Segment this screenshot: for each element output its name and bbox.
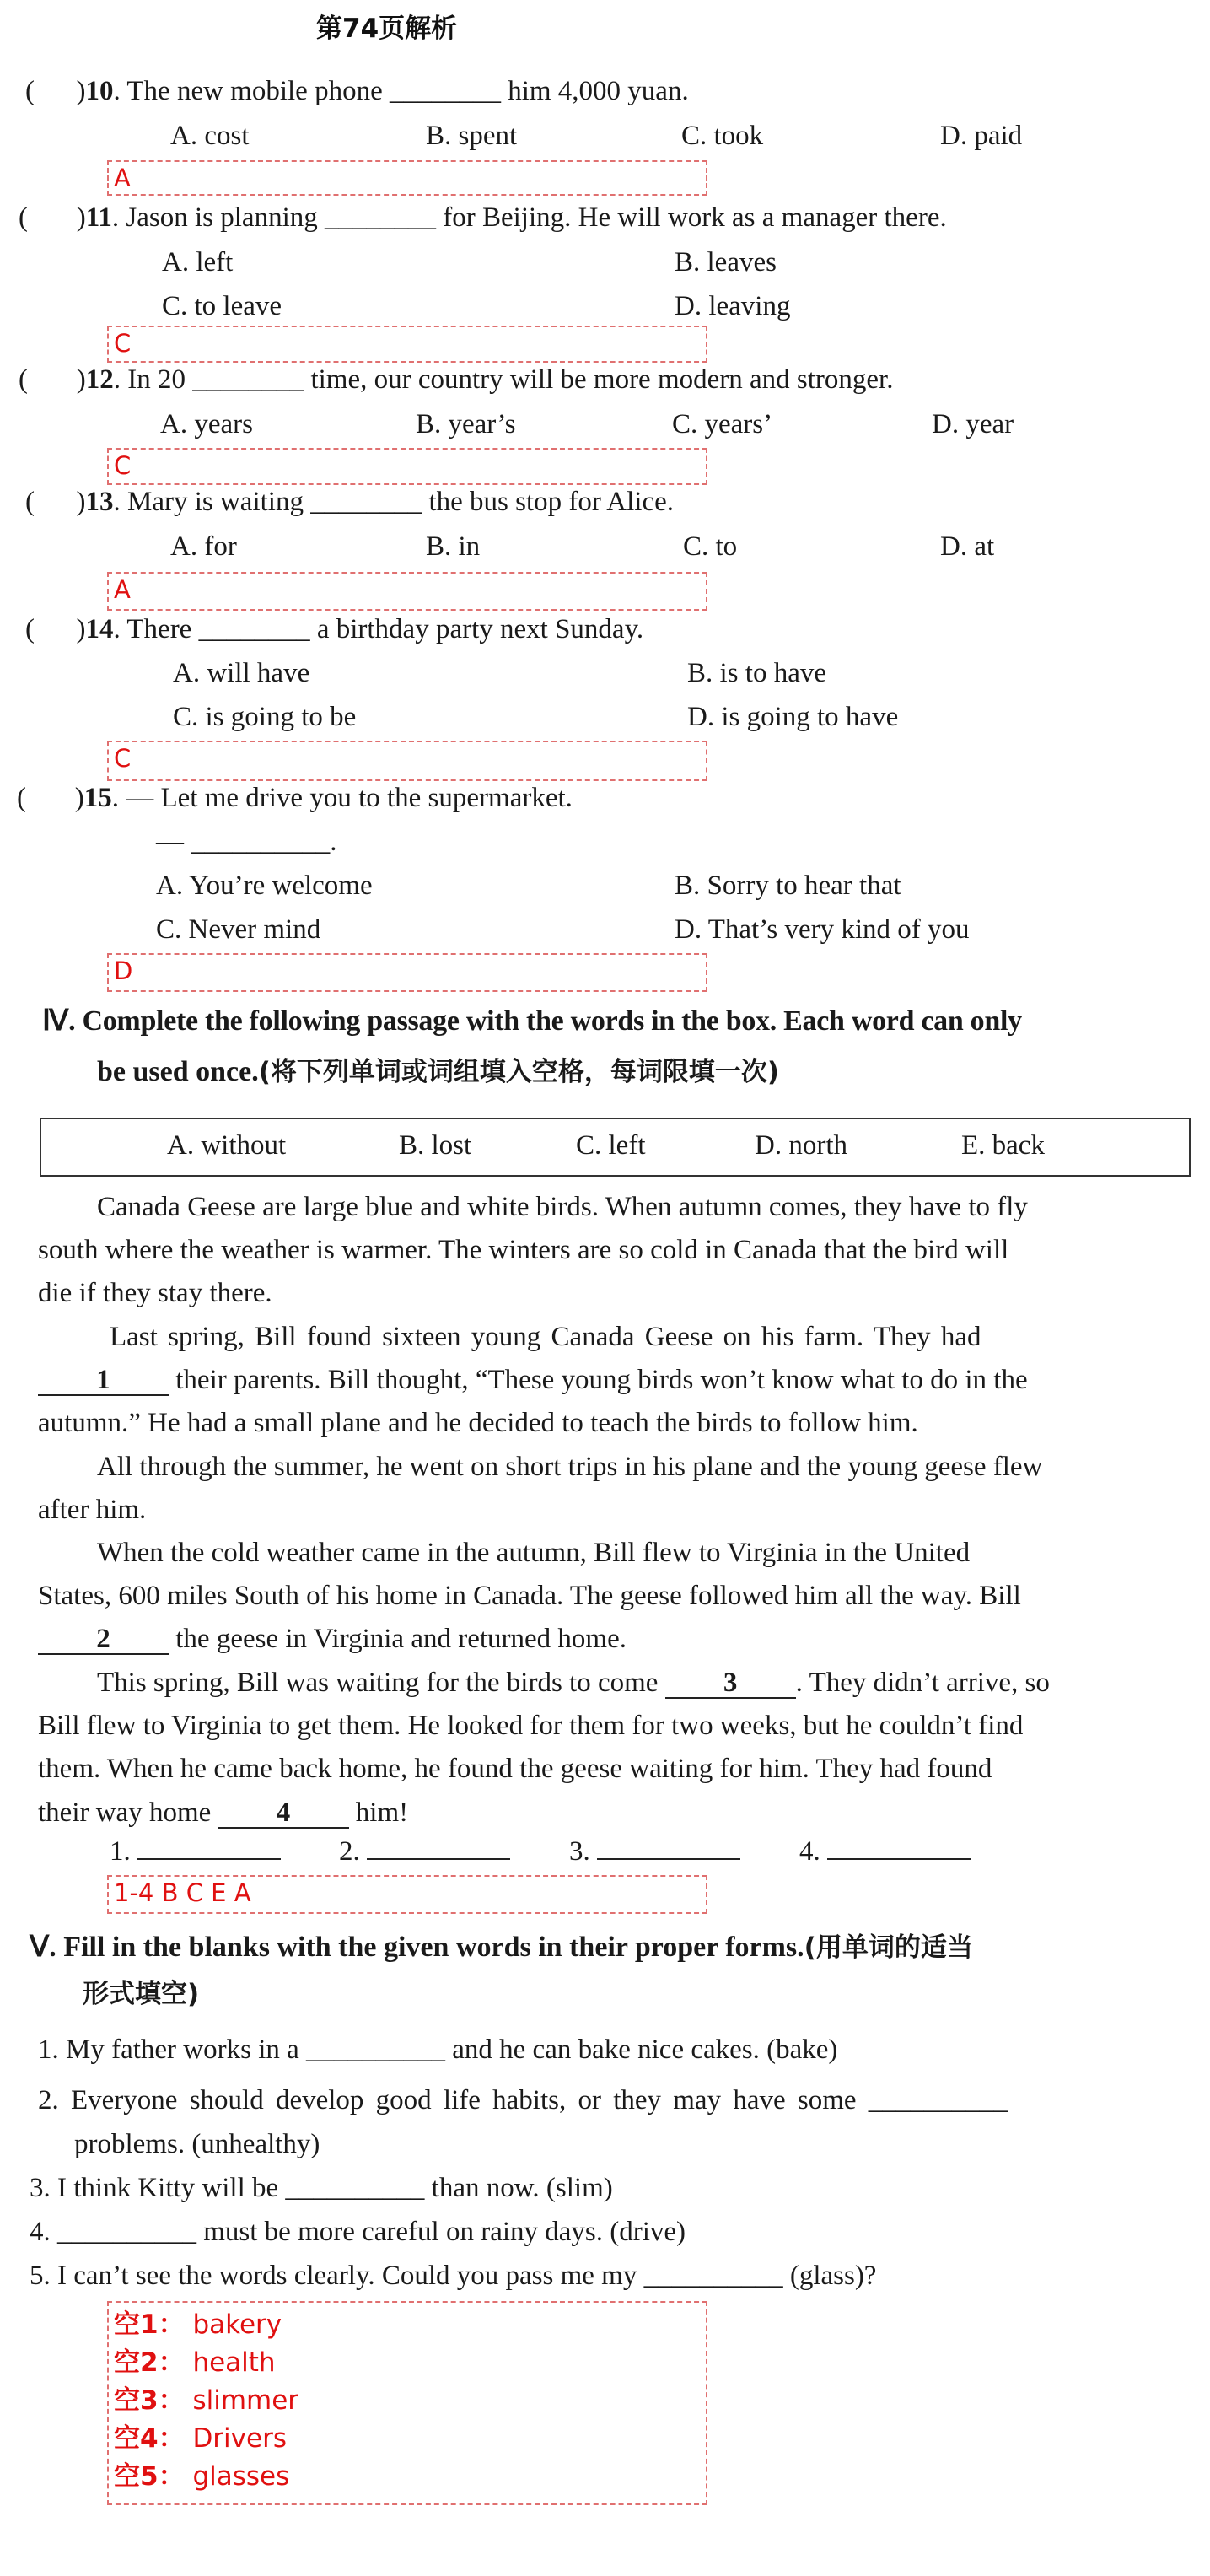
answer-blank: 1. xyxy=(110,1836,281,1867)
option: B. year’s xyxy=(416,409,516,439)
option: D. is going to have xyxy=(687,702,899,732)
answer-line: 空2： health xyxy=(114,2347,276,2378)
option: D. at xyxy=(940,531,995,562)
question-11: ( )11. Jason is planning ________ for Beijing. He will work as a manager there. xyxy=(19,202,947,233)
passage-line: them. When he came back home, he found the geese waiting for him. They had found xyxy=(38,1754,992,1784)
passage-line: 2 the geese in Virginia and returned home. xyxy=(38,1618,627,1661)
box-word: B. lost xyxy=(399,1130,472,1161)
answer-line: 空1： bakery xyxy=(114,2309,282,2340)
option: A. for xyxy=(170,531,237,562)
answer-line: 空5： glasses xyxy=(114,2461,290,2492)
answer-blank: 2. xyxy=(339,1836,510,1867)
option: C. to xyxy=(683,531,738,562)
option: C. took xyxy=(681,121,764,151)
box-word: E. back xyxy=(961,1130,1045,1161)
option: C. Never mind xyxy=(156,914,321,945)
fill-item: 3. I think Kitty will be __________ than now. (slim) xyxy=(30,2173,613,2203)
answer-box: C xyxy=(107,326,707,363)
answer-box: C xyxy=(107,448,707,485)
option: D. That’s very kind of you xyxy=(675,914,970,945)
passage-line: This spring, Bill was waiting for the birds to come 3 . They didn’t arrive, so xyxy=(97,1668,1050,1698)
passage-line: 1 their parents. Bill thought, “These young birds won’t know what to do in the xyxy=(38,1359,1028,1402)
fill-item: 2. Everyone should develop good life habits, or they may have some __________ xyxy=(38,2085,1008,2115)
box-word: D. north xyxy=(755,1130,847,1161)
answer-box: A xyxy=(107,160,707,196)
section-4-title: Ⅳ. Complete the following passage with the words in the box. Each word can only xyxy=(42,1005,1022,1037)
option: A. years xyxy=(160,409,253,439)
option: B. spent xyxy=(426,121,518,151)
option: C. is going to be xyxy=(173,702,357,732)
option: B. leaves xyxy=(675,247,777,278)
fill-item: problems. (unhealthy) xyxy=(74,2129,320,2159)
answer-box-section-5 xyxy=(107,2301,707,2505)
answer-line: 空3： slimmer xyxy=(114,2385,299,2416)
passage-line: die if they stay there. xyxy=(38,1278,272,1308)
option: B. Sorry to hear that xyxy=(675,870,901,901)
passage-line: autumn.” He had a small plane and he decided to teach the birds to follow him. xyxy=(38,1408,918,1438)
answer-box: 1-4 B C E A xyxy=(107,1875,707,1914)
passage-line: States, 600 miles South of his home in Canada. The geese followed him all the way. Bill xyxy=(38,1581,1021,1611)
option: A. will have xyxy=(173,658,310,688)
box-word: A. without xyxy=(167,1130,287,1161)
passage-line: south where the weather is warmer. The winters are so cold in Canada that the bird will xyxy=(38,1235,1009,1265)
answer-box: C xyxy=(107,741,707,781)
passage-line: their way home 4 him! xyxy=(38,1797,409,1828)
question-13: ( )13. Mary is waiting ________ the bus stop for Alice. xyxy=(25,487,674,517)
option: D. paid xyxy=(940,121,1023,151)
answer-line: 空4： Drivers xyxy=(114,2423,287,2454)
section-5-title-2: 形式填空) xyxy=(83,1979,200,2009)
answer-box: A xyxy=(107,572,707,611)
answer-blank: 3. xyxy=(569,1836,740,1867)
passage-line: Bill flew to Virginia to get them. He looked for them for two weeks, but he couldn’t find xyxy=(38,1711,1024,1741)
answer-box: D xyxy=(107,953,707,992)
option: C. years’ xyxy=(672,409,773,439)
option: A. cost xyxy=(170,121,250,151)
fill-item: 5. I can’t see the words clearly. Could you pass me my __________ (glass)? xyxy=(30,2261,877,2291)
option: C. to leave xyxy=(162,291,282,321)
option: D. year xyxy=(932,409,1014,439)
option: B. in xyxy=(426,531,481,562)
answer-blank: 4. xyxy=(799,1836,971,1867)
question-14: ( )14. There ________ a birthday party next Sunday. xyxy=(25,614,644,644)
option: D. leaving xyxy=(675,291,791,321)
fill-item: 4. __________ must be more careful on rainy days. (drive) xyxy=(30,2217,686,2247)
passage-line: Canada Geese are large blue and white birds. When autumn comes, they have to fly xyxy=(97,1192,1028,1222)
page-title: 第74页解析 xyxy=(316,13,458,44)
section-4-title-2: be used once.(将下列单词或词组填入空格，每词限填一次) xyxy=(97,1056,780,1087)
section-5-title: Ⅴ. Fill in the blanks with the given words in their proper forms.(用单词的适当 xyxy=(30,1932,973,1963)
question-15: ( )15. — Let me drive you to the supermarket. xyxy=(17,783,573,813)
question-12: ( )12. In 20 ________ time, our country will be more modern and stronger. xyxy=(19,364,894,395)
passage-line: Last spring, Bill found sixteen young Canada Geese on his farm. They had xyxy=(110,1322,981,1352)
option: A. You’re welcome xyxy=(156,870,373,901)
box-word: C. left xyxy=(576,1130,646,1161)
passage-line: When the cold weather came in the autumn, Bill flew to Virginia in the United xyxy=(97,1538,971,1568)
dialogue-line: — __________. xyxy=(156,827,337,857)
fill-item: 1. My father works in a __________ and he can bake nice cakes. (bake) xyxy=(38,2034,838,2065)
passage-line: All through the summer, he went on short trips in his plane and the young geese flew xyxy=(97,1452,1043,1482)
option: A. left xyxy=(162,247,234,278)
passage-line: after him. xyxy=(38,1495,147,1525)
option: B. is to have xyxy=(687,658,826,688)
question-10: ( )10. The new mobile phone ________ him 4,000 yuan. xyxy=(25,76,689,106)
